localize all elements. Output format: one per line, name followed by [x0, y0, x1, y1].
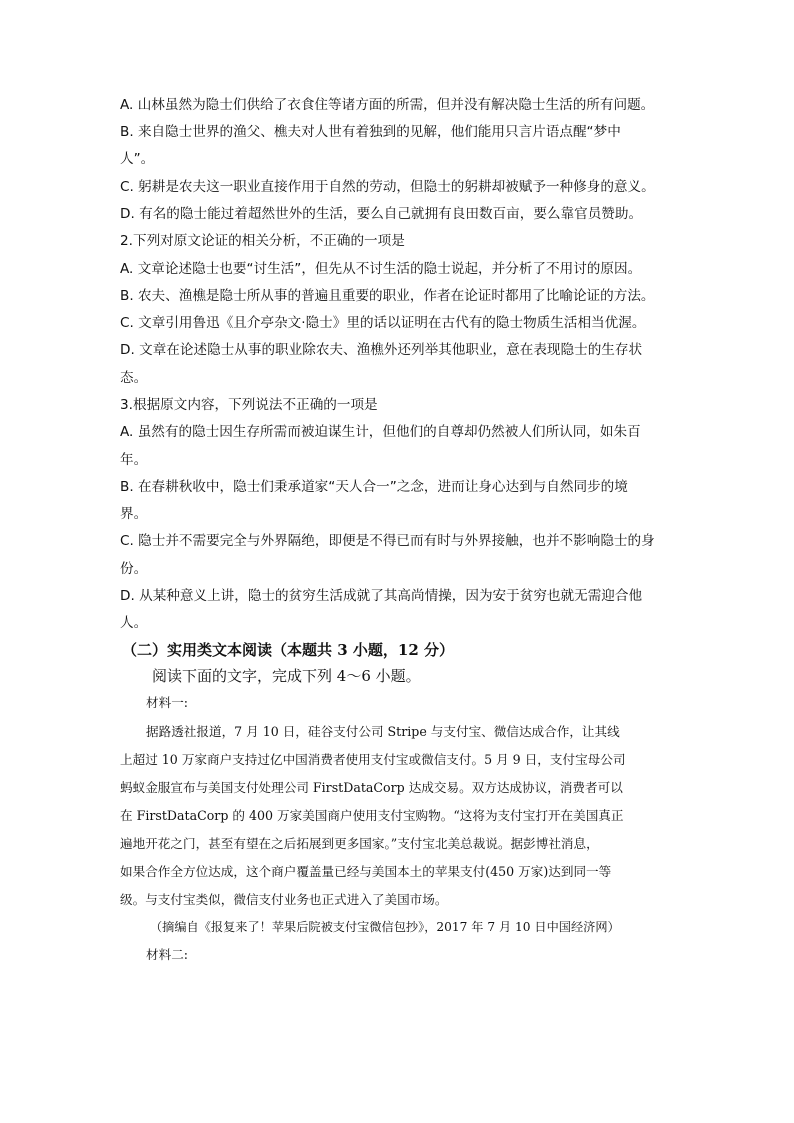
q3-option-a-cont: 年。 — [120, 452, 148, 468]
q3-option-b: B. 在春耕秋收中，隐士们秉承道家“天人合一”之念，进而让身心达到与自然同步的境 — [120, 479, 628, 495]
q3-option-a: A. 虽然有的隐士因生存所需而被迫谋生计，但他们的自尊却仍然被人们所认同，如朱百 — [120, 424, 641, 440]
material-1-source: （摘编自《报复来了！苹果后院被支付宝微信包抄》，2017 年 7 月 10 日中国经济网） — [150, 920, 620, 934]
q2-option-a: A. 文章论述隐士也要“讨生活”，但先从不讨生活的隐士说起，并分析了不用讨的原因。 — [120, 261, 642, 277]
q3-option-c-cont: 份。 — [120, 561, 148, 577]
q3-option-d: D. 从某种意义上讲，隐士的贫穷生活成就了其高尚情操，因为安于贫穷也就无需迎合他 — [120, 588, 643, 604]
q3-option-b-cont: 界。 — [120, 506, 148, 522]
material-2-label: 材料二: — [146, 947, 189, 962]
q1-option-a: A. 山林虽然为隐士们供给了衣食住等诸方面的所需，但并没有解决隐士生活的所有问题。 — [120, 97, 655, 113]
material-1-line-6: 如果合作全方位达成，这个商户覆盖量已经与美国本土的苹果支付(450 万家)达到同一等 — [120, 864, 612, 879]
section-heading: （二）实用类文本阅读（本题共 3 小题，12 分） — [122, 641, 454, 659]
q3-option-c: C. 隐士并不需要完全与外界隔绝，即便是不得已而有时与外界接触，也并不影响隐士的身 — [120, 533, 655, 549]
material-1-line-3: 蚂蚁金服宣布与美国支付处理公司 FirstDataCorp 达成交易。双方达成协议，消费者可以 — [120, 780, 623, 795]
material-1-line-4: 在 FirstDataCorp 的 400 万家美国商户使用支付宝购物。“这将为支付宝打开在美国真正 — [120, 808, 624, 823]
material-1-line-7: 级。与支付宝类似，微信支付业务也正式进入了美国市场。 — [120, 892, 448, 907]
q1-option-d: D. 有名的隐士能过着超然世外的生活，要么自己就拥有良田数百亩，要么靠官员赞助。 — [120, 206, 643, 222]
material-1-label: 材料一: — [146, 695, 189, 710]
q2-option-b: B. 农夫、渔樵是隐士所从事的普遍且重要的职业，作者在论证时都用了比喻论证的方法。 — [120, 288, 655, 304]
material-1-line-2: 上超过 10 万家商户支持过亿中国消费者使用支付宝或微信支付。5 月 9 日，支付宝母公司 — [120, 752, 626, 767]
material-1-line-1: 据路透社报道，7 月 10 日，硅谷支付公司 Stripe 与支付宝、微信达成合作，让其线 — [146, 724, 620, 739]
q1-option-b: B. 来自隐士世界的渔父、樵夫对人世有着独到的见解，他们能用只言片语点醒“梦中 — [120, 124, 621, 140]
q3-option-d-cont: 人。 — [120, 615, 148, 631]
q1-option-c: C. 躬耕是农夫这一职业直接作用于自然的劳动，但隐士的躬耕却被赋予一种修身的意义。 — [120, 179, 655, 195]
q1-option-b-cont: 人”。 — [120, 151, 155, 167]
q2-stem: 2.下列对原文论证的相关分析，不正确的一项是 — [120, 233, 405, 249]
section-instruction: 阅读下面的文字，完成下列 4～6 小题。 — [152, 667, 421, 685]
q2-option-c: C. 文章引用鲁迅《且介亭杂文·隐士》里的话以证明在古代有的隐士物质生活相当优渥。 — [120, 315, 646, 331]
material-1-line-5: 遍地开花之门，甚至有望在之后拓展到更多国家。”支付宝北美总裁说。据彭博社消息， — [120, 836, 599, 851]
q2-option-d-cont: 态。 — [120, 370, 148, 386]
q2-option-d: D. 文章在论述隐士从事的职业除农夫、渔樵外还列举其他职业，意在表现隐士的生存状 — [120, 342, 643, 358]
q3-stem: 3.根据原文内容，下列说法不正确的一项是 — [120, 397, 378, 413]
